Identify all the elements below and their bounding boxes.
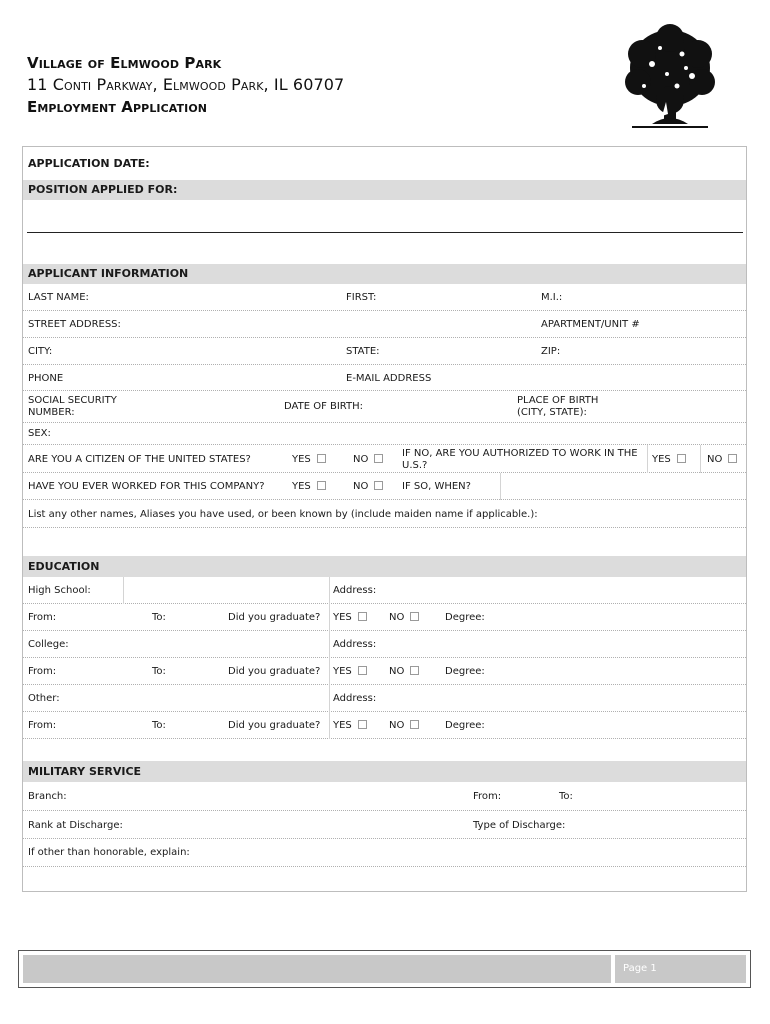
discharge-type-field[interactable]: Type of Discharge:: [473, 820, 566, 831]
college-yes-label: YES: [333, 666, 352, 677]
worked-row: [23, 473, 746, 500]
explain-field[interactable]: If other than honorable, explain:: [28, 847, 190, 858]
authorized-yes-label: YES: [652, 454, 671, 465]
worked-no-label: NO: [353, 481, 369, 492]
application-date-row: [23, 147, 746, 180]
checkbox-icon[interactable]: [677, 454, 686, 463]
document-title: Employment Application: [27, 98, 208, 116]
high-school-no-option[interactable]: [389, 612, 419, 624]
other-school-graduate-question: Did you graduate?: [228, 720, 321, 731]
high-school-address-field[interactable]: Address:: [333, 585, 377, 596]
checkbox-icon[interactable]: [317, 454, 326, 463]
high-school-yes-label: YES: [333, 612, 352, 623]
citizen-question: ARE YOU A CITIZEN OF THE UNITED STATES?: [28, 454, 251, 465]
apartment-field[interactable]: APARTMENT/UNIT #: [541, 319, 640, 330]
divider: [700, 445, 701, 473]
position-section-header: [23, 180, 746, 200]
document-header: [27, 52, 344, 118]
worked-yes-label: YES: [292, 481, 311, 492]
college-degree-field[interactable]: Degree:: [445, 666, 485, 677]
authorized-no-option[interactable]: [707, 454, 737, 466]
authorized-question-line1: IF NO, ARE YOU AUTHORIZED TO WORK IN THE: [402, 448, 638, 459]
authorized-question-line2: U.S.?: [402, 460, 428, 471]
organization-address: 11 Conti Parkway, Elmwood Park, IL 60707: [27, 75, 345, 94]
sex-row: [23, 423, 746, 445]
ssn-row: [23, 391, 746, 423]
other-school-to-field[interactable]: To:: [152, 720, 166, 731]
high-school-degree-field[interactable]: Degree:: [445, 612, 485, 623]
city-field[interactable]: CITY:: [28, 346, 53, 357]
footer-bar: [23, 955, 611, 983]
page-footer: [18, 950, 751, 988]
high-school-field[interactable]: High School:: [28, 585, 91, 596]
divider: [329, 658, 330, 685]
branch-row: [23, 782, 746, 811]
high-school-row: [23, 577, 746, 604]
other-school-degree-field[interactable]: Degree:: [445, 720, 485, 731]
citizen-yes-label: YES: [292, 454, 311, 465]
high-school-no-label: NO: [389, 612, 405, 623]
worked-no-option[interactable]: [353, 481, 383, 493]
checkbox-icon[interactable]: [317, 481, 326, 490]
application-date-label: APPLICATION DATE:: [28, 157, 150, 170]
other-school-field[interactable]: Other:: [28, 693, 60, 704]
applicant-section-title: APPLICANT INFORMATION: [28, 267, 189, 280]
college-to-field[interactable]: To:: [152, 666, 166, 677]
street-row: [23, 311, 746, 338]
other-school-no-option[interactable]: [389, 720, 419, 732]
education-blank: [23, 739, 746, 761]
citizen-yes-option[interactable]: [292, 454, 326, 466]
college-graduate-question: Did you graduate?: [228, 666, 321, 677]
divider: [500, 473, 501, 500]
checkbox-icon[interactable]: [374, 454, 383, 463]
citizen-no-option[interactable]: [353, 454, 383, 466]
other-names-row: [23, 500, 746, 528]
college-no-label: NO: [389, 666, 405, 677]
employment-application-form: [22, 146, 747, 892]
ssn-label-line2: NUMBER:: [28, 407, 75, 418]
rank-field[interactable]: Rank at Discharge:: [28, 820, 123, 831]
explain-blank[interactable]: [23, 867, 746, 891]
checkbox-icon[interactable]: [358, 612, 367, 621]
checkbox-icon[interactable]: [728, 454, 737, 463]
oak-tree-icon: [622, 24, 718, 132]
middle-initial-field[interactable]: M.I.:: [541, 292, 563, 303]
other-school-no-label: NO: [389, 720, 405, 731]
city-row: [23, 338, 746, 365]
phone-row: [23, 365, 746, 391]
worked-yes-option[interactable]: [292, 481, 326, 493]
street-address-field[interactable]: STREET ADDRESS:: [28, 319, 121, 330]
name-row: [23, 284, 746, 311]
explain-row: [23, 839, 746, 867]
other-school-row: [23, 685, 746, 712]
state-field[interactable]: STATE:: [346, 346, 380, 357]
citizen-no-label: NO: [353, 454, 369, 465]
education-section-header: [23, 556, 746, 577]
ssn-label-line1: SOCIAL SECURITY: [28, 395, 117, 406]
divider: [329, 631, 330, 658]
sex-field[interactable]: SEX:: [28, 428, 51, 439]
divider: [329, 604, 330, 631]
position-field[interactable]: [23, 200, 746, 264]
rank-row: [23, 811, 746, 839]
last-name-field[interactable]: LAST NAME:: [28, 292, 89, 303]
checkbox-icon[interactable]: [358, 666, 367, 675]
other-school-yes-label: YES: [333, 720, 352, 731]
checkbox-icon[interactable]: [410, 612, 419, 621]
college-row: [23, 631, 746, 658]
military-section-header: [23, 761, 746, 782]
first-name-field[interactable]: FIRST:: [346, 292, 377, 303]
checkbox-icon[interactable]: [374, 481, 383, 490]
military-from-field[interactable]: From:: [473, 791, 502, 802]
divider: [329, 577, 330, 604]
email-field[interactable]: E-MAIL ADDRESS: [346, 373, 432, 384]
education-section-title: EDUCATION: [28, 560, 100, 573]
college-no-option[interactable]: [389, 666, 419, 678]
other-names-field[interactable]: List any other names, Aliases you have used, or been known by (include maiden name if applicable.):: [28, 509, 538, 520]
divider: [329, 712, 330, 739]
citizen-row: [23, 445, 746, 473]
checkbox-icon[interactable]: [410, 666, 419, 675]
college-dates-row: [23, 658, 746, 685]
phone-field[interactable]: PHONE: [28, 373, 64, 384]
other-school-address-field[interactable]: Address:: [333, 693, 377, 704]
divider: [123, 577, 124, 604]
high-school-yes-option[interactable]: [333, 612, 367, 624]
high-school-to-field[interactable]: To:: [152, 612, 166, 623]
college-from-field[interactable]: From:: [28, 666, 57, 677]
zip-field[interactable]: ZIP:: [541, 346, 561, 357]
if-so-when-field[interactable]: IF SO, WHEN?: [402, 481, 471, 492]
authorized-yes-option[interactable]: [652, 454, 686, 466]
page-number-box: [615, 955, 746, 983]
high-school-from-field[interactable]: From:: [28, 612, 57, 623]
military-to-field[interactable]: To:: [559, 791, 573, 802]
organization-name: Village of Elmwood Park: [27, 54, 222, 72]
worked-question: HAVE YOU EVER WORKED FOR THIS COMPANY?: [28, 481, 265, 492]
high-school-graduate-question: Did you graduate?: [228, 612, 321, 623]
position-line: [27, 232, 743, 233]
branch-field[interactable]: Branch:: [28, 791, 67, 802]
place-of-birth-line2: (CITY, STATE):: [517, 407, 587, 418]
checkbox-icon[interactable]: [410, 720, 419, 729]
applicant-section-header: [23, 264, 746, 284]
college-address-field[interactable]: Address:: [333, 639, 377, 650]
college-field[interactable]: College:: [28, 639, 69, 650]
place-of-birth-line1: PLACE OF BIRTH: [517, 395, 599, 406]
date-of-birth-field[interactable]: DATE OF BIRTH:: [284, 401, 364, 412]
other-school-from-field[interactable]: From:: [28, 720, 57, 731]
college-yes-option[interactable]: [333, 666, 367, 678]
high-school-dates-row: [23, 604, 746, 631]
checkbox-icon[interactable]: [358, 720, 367, 729]
other-names-blank[interactable]: [23, 528, 746, 556]
authorized-no-label: NO: [707, 454, 723, 465]
military-section-title: MILITARY SERVICE: [28, 765, 142, 778]
divider: [647, 445, 648, 473]
page-number: Page 1: [623, 963, 657, 974]
other-school-yes-option[interactable]: [333, 720, 367, 732]
other-school-dates-row: [23, 712, 746, 739]
divider: [329, 685, 330, 712]
position-section-title: POSITION APPLIED FOR:: [28, 183, 178, 196]
